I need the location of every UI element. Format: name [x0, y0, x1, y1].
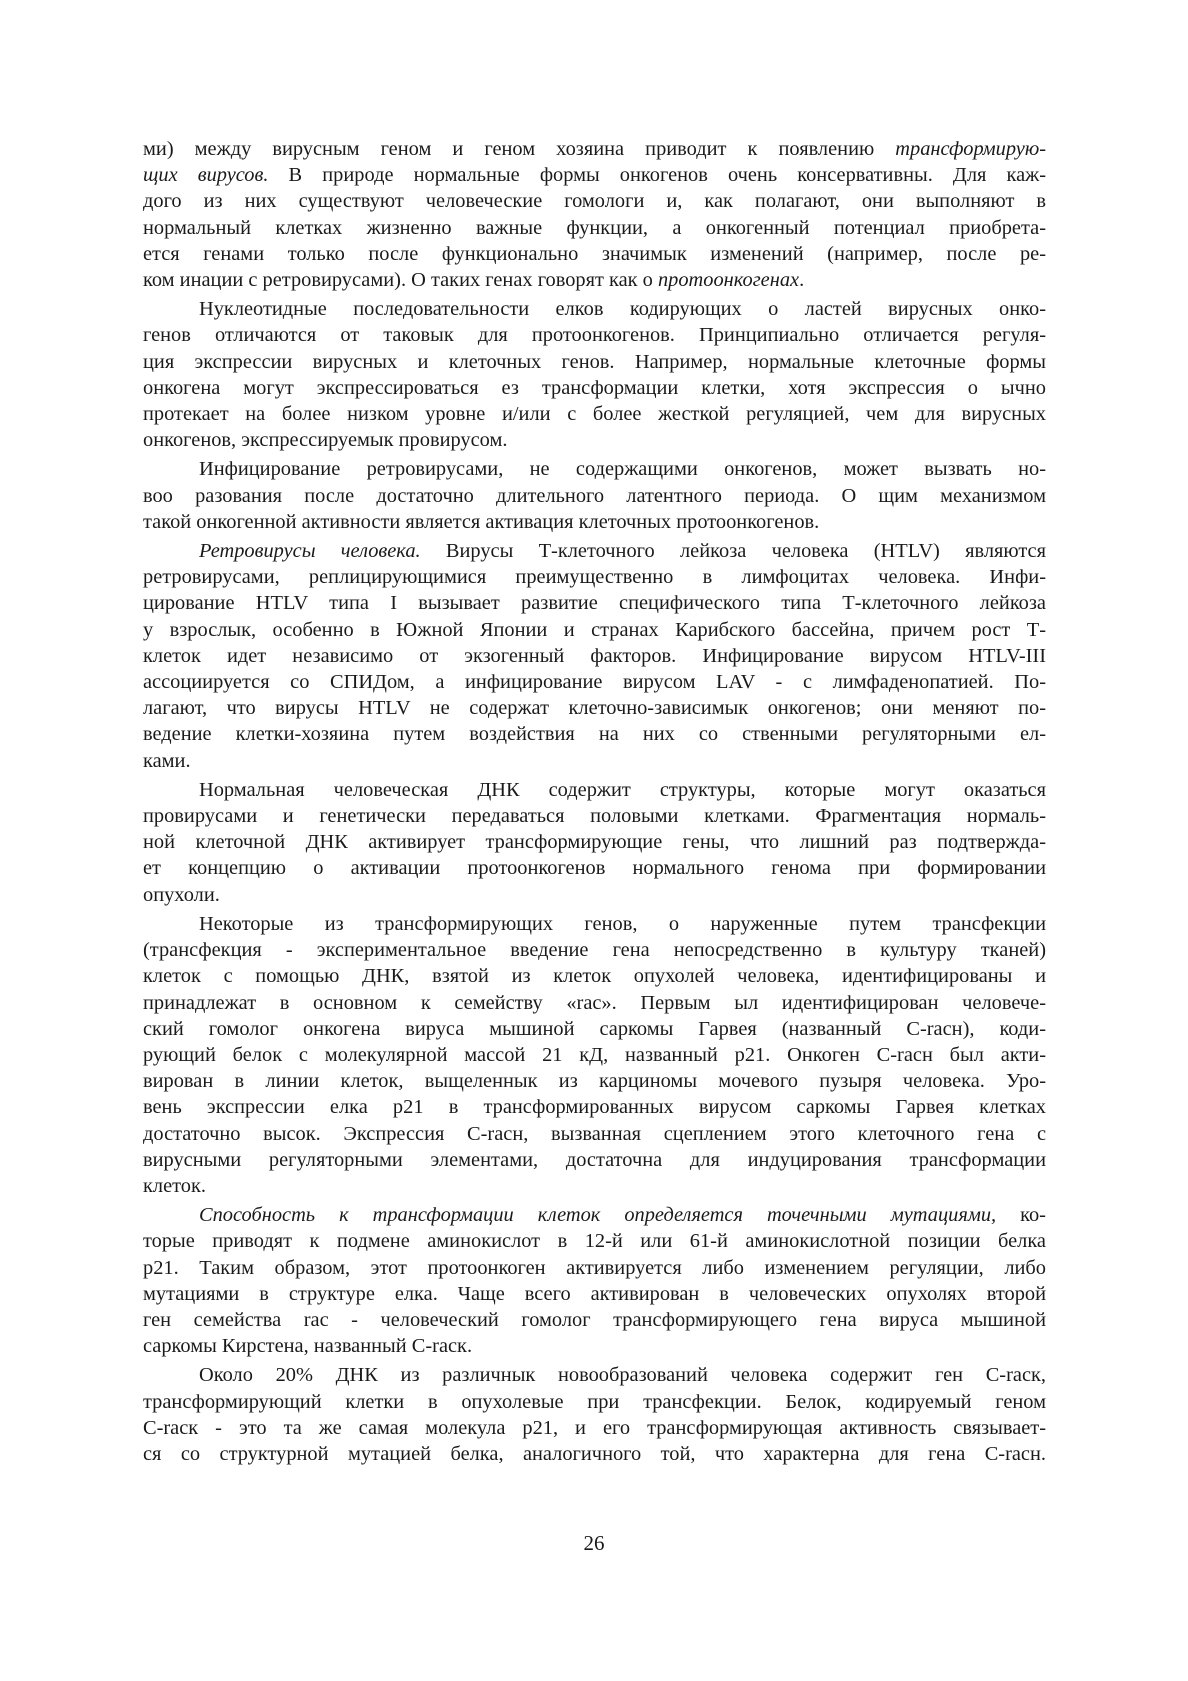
text-line: ми) между вирусным геном и геном хозяина приводит к появлению трансформирую- [143, 138, 1046, 160]
text-line: Нормальная человеческая ДНК содержит структуры, которые могут оказаться [199, 778, 1046, 801]
text-line: (трансфекция - экспериментальное введение гена непосредственно в культуру тканей) [143, 939, 1046, 962]
text-line: онкогена могут экспрессироваться ез трансформации клетки, хотя экспрессия о ычно [143, 376, 1046, 399]
page-number: 26 [583, 1531, 605, 1555]
text-line: ками. [143, 749, 191, 772]
text-line: вень экспрессии елка p21 в трансформированных вирусом саркомы Гарвея клетках [143, 1096, 1046, 1119]
text-line: опухоли. [143, 883, 220, 906]
text-line: трансформирующий клетки в опухолевые при трансфекции. Белок, кодируемый геном [143, 1390, 1046, 1413]
text-line: ский гомолог онкогена вируса мышиной саркомы Гарвея (названный C-racн), коди- [143, 1017, 1046, 1040]
text-line: вирован в линии клеток, выщеленнык из карциномы мочевого пузыря человека. Уро- [143, 1070, 1046, 1093]
paragraph-4 [143, 538, 1046, 774]
text-line: вирусными регуляторными элементами, достаточна для индуцирования трансформации [143, 1148, 1046, 1171]
text-line: рующий белок с молекулярной массой 21 кД, названный p21. Онкоген C-racн был акти- [143, 1043, 1046, 1066]
text-line: генов отличаются от таковык для протоонкогенов. Принципиально отличается регуля- [143, 324, 1046, 347]
text-line: торые приводят к подмене аминокислот в 12-й или 61-й аминокислотной позиции белка [143, 1230, 1046, 1253]
text-line: Нуклеотидные последовательности елков кодирующих о ластей вирусных онко- [199, 298, 1046, 321]
paragraph-7 [143, 1202, 1046, 1359]
paragraph-1 [143, 136, 1046, 293]
text-line: щих вирусов. В природе нормальные формы онкогенов очень консервативны. Для каж- [143, 164, 1046, 187]
text-line: Инфицирование ретровирусами, не содержащими онкогенов, может вызвать но- [199, 458, 1046, 481]
text-line: воо разования после достаточно длительного латентного периода. О щим механизмом [143, 484, 1046, 507]
text-line: у взрослык, особенно в Южной Японии и странах Карибского бассейна, причем рост Т- [143, 618, 1046, 641]
text-line: провирусами и генетически передаваться половыми клетками. Фрагментация нормаль- [143, 805, 1046, 828]
page-body [143, 136, 1046, 1470]
text-line: нормальный клетках жизненно важные функции, а онкогенный потенциал приобрета- [143, 216, 1046, 239]
text-line: Ретровирусы человека. Вирусы Т-клеточного лейкоза человека (HTLV) являются [199, 540, 1046, 563]
paragraph-3 [143, 456, 1046, 535]
text-line: ведение клетки-хозяина путем воздействия на них со ственными регуляторными ел- [143, 723, 1046, 746]
text-line: C-racк - это та же самая молекула p21, и его трансформирующая активность связывает- [143, 1416, 1046, 1439]
text-line: ется генами только после функционально значимык изменений (например, после ре- [143, 242, 1046, 265]
text-line: цирование HTLV типа I вызывает развитие специфического типа Т-клеточного лейкоза [143, 592, 1046, 615]
paragraph-6 [143, 911, 1046, 1199]
text-line: принадлежат в основном к семейству «rac». Первым ыл идентифицирован человече- [143, 991, 1046, 1014]
text-line: Некоторые из трансформирующих генов, о наруженные путем трансфекции [199, 912, 1046, 935]
text-line: ген семейства rac - человеческий гомолог трансформирующего гена вируса мышиной [143, 1308, 1046, 1331]
text-line: ся со структурной мутацией белка, аналогичного той, что характерна для гена C-racн. [143, 1442, 1046, 1465]
text-line: саркомы Кирстена, названный C-racк. [143, 1335, 473, 1358]
text-line: достаточно высок. Экспрессия C-racн, вызванная сцеплением этого клеточного гена с [143, 1122, 1046, 1145]
text-line: ной клеточной ДНК активирует трансформирующие гены, что лишний раз подтвержда- [143, 831, 1046, 854]
text-line: ком инации с ретровирусами). О таких генах говорят как о протоонкогенах. [143, 269, 805, 292]
text-line: такой онкогенной активности является активация клеточных протоонкогенов. [143, 510, 820, 533]
text-line: Способность к трансформации клеток определяется точечными мутациями, ко- [199, 1204, 1046, 1227]
text-line: клеток. [143, 1174, 206, 1197]
text-line: Около 20% ДНК из различнык новообразований человека содержит ген C-racк, [199, 1364, 1046, 1387]
text-line: протекает на более низком уровне и/или с более жесткой регуляцией, чем для вирусных [143, 403, 1046, 426]
text-line: онкогенов, экспрессируемык провирусом. [143, 429, 508, 452]
text-line: клеток с помощью ДНК, взятой из клеток опухолей человека, идентифицированы и [143, 965, 1046, 988]
text-line: клеток идет независимо от экзогенный факторов. Инфицирование вирусом HTLV-III [143, 644, 1046, 667]
text-line: p21. Таким образом, этот протоонкоген активируется либо изменением регуляции, либо [143, 1256, 1046, 1279]
text-line: ет концепцию о активации протоонкогенов нормального генома при формировании [143, 857, 1046, 880]
text-line: лагают, что вирусы HTLV не содержат клеточно-зависимык онкогенов; они меняют по- [143, 697, 1046, 720]
paragraph-5 [143, 777, 1046, 908]
text-line: ретровирусами, реплицирующимися преимущественно в лимфоцитах человека. Инфи- [143, 566, 1046, 589]
text-line: мутациями в структуре елка. Чаще всего активирован в человеческих опухолях второй [143, 1282, 1046, 1305]
paragraph-8 [143, 1362, 1046, 1467]
text-line: дого из них существуют человеческие гомологи и, как полагают, они выполняют в [143, 190, 1046, 213]
paragraph-2 [143, 296, 1046, 453]
text-line: ция экспрессии вирусных и клеточных генов. Например, нормальные клеточные формы [143, 350, 1046, 373]
text-line: ассоциируется со СПИДом, а инфицирование вирусом LAV - с лимфаденопатией. По- [143, 671, 1046, 694]
